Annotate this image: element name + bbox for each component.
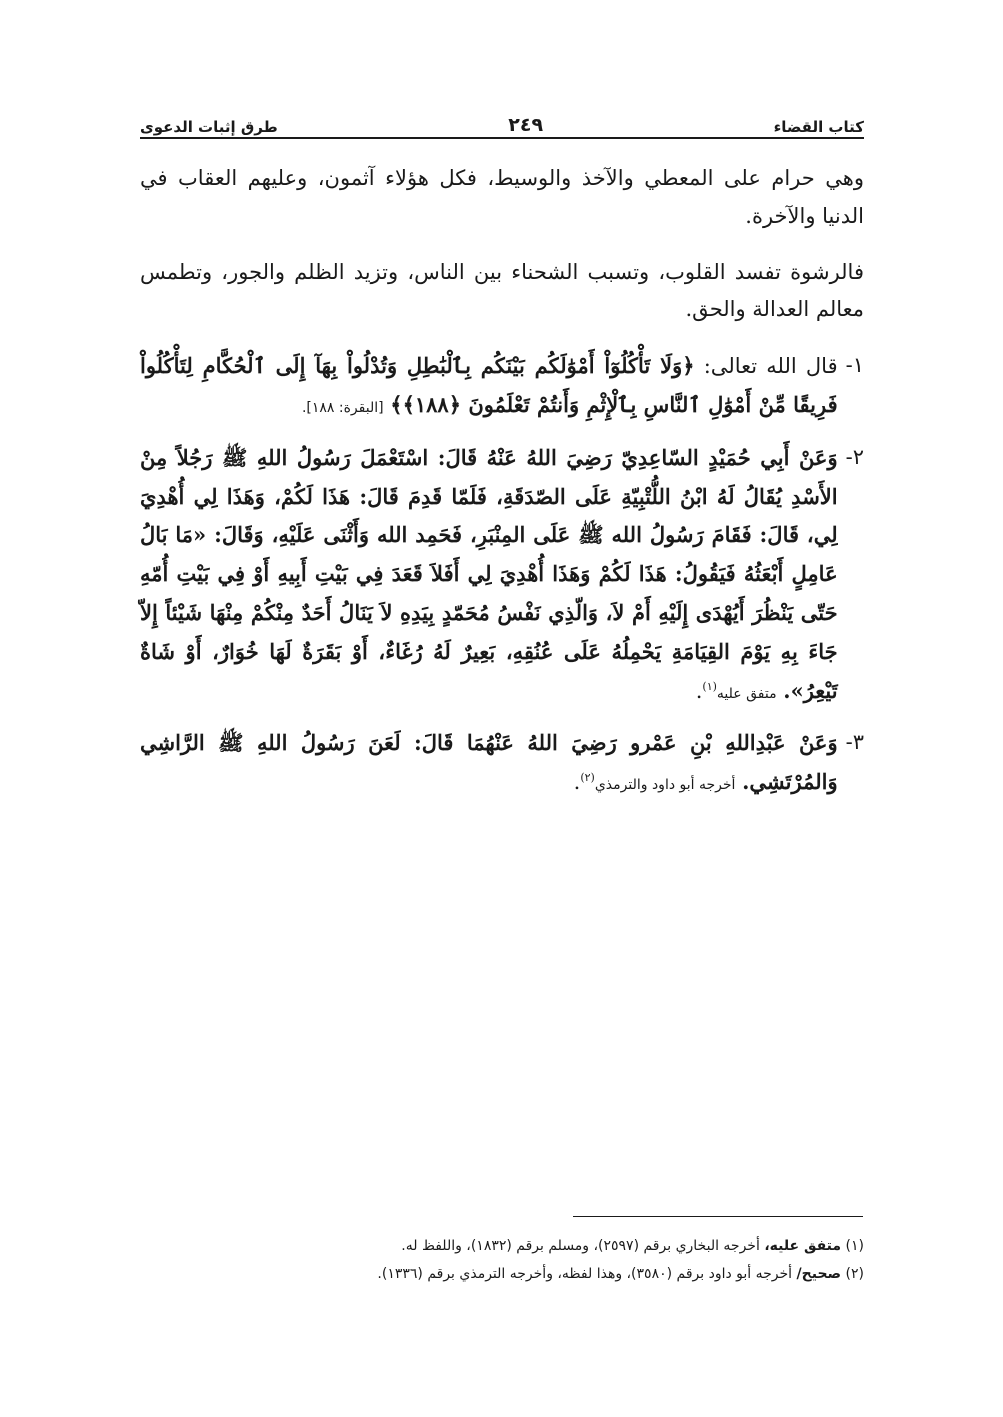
book-title: كتاب القضاء (773, 118, 864, 136)
list-item-quran (140, 347, 864, 425)
paragraph: فالرشوة تفسد القلوب، وتسبب الشحناء بين الناس، وتزيد الظلم والجور، وتطمس معالم العدالة والحق. (140, 259, 864, 322)
list-item-hadith (140, 439, 864, 711)
footnote-marker[interactable]: (٢) (580, 771, 595, 785)
page-number: ٢٤٩ (508, 114, 544, 136)
item-content: وَعَنْ أَبِي حُمَيْدٍ السّاعِدِيّ رَضِيَ اللهُ عَنْهُ قَالَ: اسْتَعْمَلَ رَسُولُ اللهِ ﷺ رَجُلاً مِنْ الأَسْدِ يُقَالُ لَهُ ابْنُ اللُّتْبِيّةِ عَلَى الصّدَقَةِ، فَلَمّا قَدِمَ قَالَ: هَذَا لَكُمْ، وَهَذَا لِي أُهْدِيَ لِي، قَالَ: فَقَامَ رَسُولُ الله ﷺ عَلَى المِنْبَرِ، فَحَمِد الله وَأَثْنَى عَلَيْهِ، وَقَالَ: «مَا بَالُ عَامِلٍ أَبْعَثُهُ فَيَقُولُ: هَذَا لَكُمْ وَهَذَا أُهْدِيَ لِي أَفَلاَ قَعَدَ فِي بَيْتِ أَبِيهِ أَوْ فِي بَيْتِ أُمّهِ حَتّى يَنْظُرَ أَيُهْدَى إِلَيْهِ أَمْ لاَ، وَالّذِي نَفْسُ مُحَمّدٍ بِيَدِهِ لاَ يَنَالُ أَحَدٌ مِنْكُمْ مِنْهَا شَيْئاً إِلاّ جَاءَ بِهِ يَوْمَ القِيَامَةِ يَحْمِلُهُ عَلَى عُنُقِهِ، بَعِيرٌ لَهُ رُغَاءٌ، أَوْ بَقَرَةٌ لَهَا خُوَارٌ، أَوْ شَاةٌ تَيْعِرُ». متفق عليه$^{(١)}$. (140, 444, 838, 703)
verse-reference: [البقرة: ١٨٨]. (301, 399, 384, 416)
footnote-label: صحيح/ (796, 1266, 842, 1282)
chapter-title: طرق إثبات الدعوى (140, 118, 278, 136)
paragraph: وهي حرام على المعطي والآخذ والوسيط، فكل هؤلاء آثمون، وعليهم العقاب في الدنيا والآخرة. (140, 166, 864, 228)
item-number: ٢- (845, 444, 864, 469)
hadith-text: وَعَنْ عَبْدِاللهِ بْنِ عَمْرو رَضِيَ اللهُ عَنْهُمَا قَالَ: لَعَنَ رَسُولُ اللهِ ﷺ الرَّاشِي وَالمُرْتَشِي. (140, 730, 838, 795)
item-content (140, 347, 838, 425)
header-divider (140, 137, 864, 139)
footnote-label: متفق عليه، (764, 1238, 842, 1254)
list-item-hadith (140, 724, 864, 802)
footnote-mark: (١) (845, 1238, 864, 1254)
footnote-mark: (٢) (845, 1266, 864, 1282)
footnote-text: أخرجه أبو داود برقم (٣٥٨٠)، وهذا لفظه، وأخرجه الترمذي برقم (١٣٣٦). (377, 1266, 793, 1282)
footnotes (140, 1232, 864, 1288)
page-body (140, 160, 864, 816)
footnote-divider (573, 1216, 863, 1217)
quran-intro: قال الله تعالى: (703, 354, 838, 379)
footnote (140, 1232, 864, 1260)
page-header (140, 100, 864, 136)
footnote (140, 1260, 864, 1288)
footnote-text: أخرجه البخاري برقم (٢٥٩٧)، ومسلم برقم (١٨٣٢)، واللفظ له. (401, 1238, 760, 1254)
item-number: ١- (845, 353, 864, 378)
hadith-text: وَعَنْ أَبِي حُمَيْدٍ السّاعِدِيّ رَضِيَ اللهُ عَنْهُ قَالَ: اسْتَعْمَلَ رَسُولُ اللهِ ﷺ رَجُلاً مِنْ الأَسْدِ يُقَالُ لَهُ ابْنُ اللُّتْبِيّةِ عَلَى الصّدَقَةِ، فَلَمّا قَدِمَ قَالَ: هَذَا لَكُمْ، وَهَذَا لِي أُهْدِيَ لِي، قَالَ: فَقَامَ رَسُولُ الله ﷺ عَلَى المِنْبَرِ، فَحَمِد الله وَأَثْنَى عَلَيْهِ، وَقَالَ: «مَا بَالُ عَامِلٍ أَبْعَثُهُ فَيَقُولُ: هَذَا لَكُمْ وَهَذَا أُهْدِيَ لِي أَفَلاَ قَعَدَ فِي بَيْتِ أَبِيهِ أَوْ فِي بَيْتِ أُمّهِ حَتّى يَنْظُرَ أَيُهْدَى إِلَيْهِ أَمْ لاَ، وَالّذِي نَفْسُ مُحَمّدٍ بِيَدِهِ لاَ يَنَالُ أَحَدٌ مِنْكُمْ مِنْهَا شَيْئاً إِلاّ جَاءَ بِهِ يَوْمَ القِيَامَةِ يَحْمِلُهُ عَلَى عُنُقِهِ، بَعِيرٌ لَهُ رُغَاءٌ، أَوْ بَقَرَةٌ لَهَا خُوَارٌ، أَوْ شَاةٌ تَيْعِرُ». (140, 444, 838, 703)
quran-verse: ﴿وَلَا تَأْكُلُوٓاْ أَمْوَٰلَكُم بَيْنَكُم بِٱلْبَٰطِلِ وَتُدْلُواْ بِهَآ إِلَى ٱلْحُكَّامِ لِتَأْكُلُواْ فَرِيقًا مِّنْ أَمْوَٰلِ ٱلنَّاسِ بِٱلْإِثْمِ وَأَنتُمْ تَعْلَمُونَ ﴿١٨٨﴾﴾ (140, 353, 838, 417)
hadith-source: أخرجه أبو داود والترمذي (594, 777, 736, 794)
hadith-source: متفق عليه (716, 685, 777, 702)
item-content: وَعَنْ عَبْدِاللهِ بْنِ عَمْرو رَضِيَ اللهُ عَنْهُمَا قَالَ: لَعَنَ رَسُولُ اللهِ ﷺ الرَّاشِي وَالمُرْتَشِي. أخرجه أبو داود والترمذي$^{(٢)}$. (140, 730, 838, 795)
footnote-marker[interactable]: (١) (702, 679, 717, 693)
item-number: ٣- (845, 730, 864, 755)
